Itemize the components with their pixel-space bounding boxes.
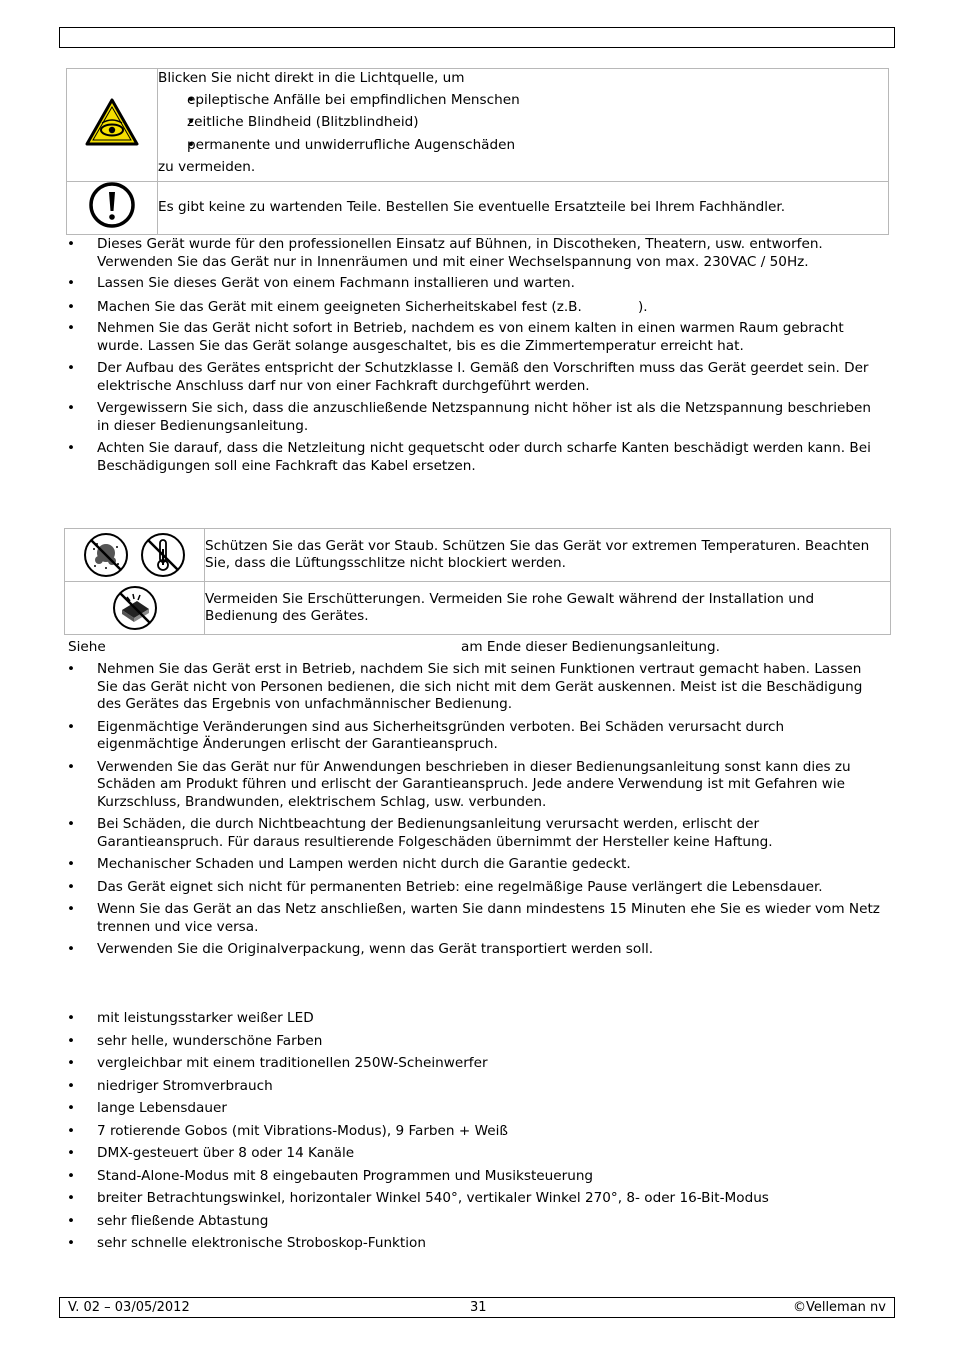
list-item: • Eigenmächtige Veränderungen sind aus Sicherheitsgründen verboten. Bei Schäden verursacht durch eigenmächtige Änderungen erlischt der Garantieanspruch. (67, 719, 885, 754)
warning-text-cell (158, 69, 889, 182)
list-item: • Nehmen Sie das Gerät nicht sofort in Betrieb, nachdem es von einem kalten in einen warmen Raum gebracht wurde. Lassen Sie das Gerät solange ausgeschaltet, bis es die Zimmertemperatur erreicht hat. (67, 320, 885, 355)
list-item: • sehr schnelle elektronische Stroboskop-Funktion (67, 1235, 885, 1253)
list-item: • Machen Sie das Gerät mit einem geeigneten Sicherheitskabel fest (z.B. ). (67, 299, 885, 317)
warning-row-service (67, 182, 889, 235)
list-item: • 7 rotierende Gobos (mit Vibrations-Modus), 9 Farben + Weiß (67, 1123, 885, 1141)
list-item: • DMX-gesteuert über 8 oder 14 Kanäle (67, 1145, 885, 1163)
no-temperature-icon (139, 531, 187, 579)
list-item: • permanente und unwiderrufliche Augenschäden (158, 137, 888, 155)
exclamation-circle-icon (87, 182, 137, 228)
list-item: • breiter Betrachtungswinkel, horizontaler Winkel 540°, vertikaler Winkel 270°, 8- oder 16-Bit-Modus (67, 1190, 885, 1208)
warning-row-shock (65, 582, 891, 635)
list-item: • Nehmen Sie das Gerät erst in Betrieb, nachdem Sie sich mit seinen Funktionen vertraut gemacht haben. Lassen Sie das Gerät nicht von Personen bedienen, die sich nicht mit dem Gerät auskennen. Meist ist die Beschädigung des Gerätes das Ergebnis von unfachmännischer Bedienung. (67, 661, 885, 714)
list-item: • Verwenden Sie das Gerät nur für Anwendungen beschrieben in dieser Bedienungsanleitung sonst kann dies zu Schäden am Produkt führen und erlischt der Garantieanspruch. Jede andere Verwendung ist mit Gefahren wie Kurzschluss, Brandwunden, elektrischem Schlag, usw. verbunden. (67, 759, 885, 812)
features-list (67, 1010, 885, 1253)
list-item: • epileptische Anfälle bei empfindlichen Menschen (158, 92, 888, 110)
footer-version: V. 02 – 03/05/2012 (68, 1300, 190, 1315)
page-header-box (59, 27, 895, 48)
warning-outro: zu vermeiden. (158, 159, 256, 175)
warning-text-cell: Vermeiden Sie Erschütterungen. Vermeiden Sie rohe Gewalt während der Installation und Bedienung des Gerätes. (205, 582, 891, 635)
list-item: • sehr helle, wunderschöne Farben (67, 1033, 885, 1051)
list-item: • Bei Schäden, die durch Nichtbeachtung der Bedienungsanleitung verursacht werden, erlischt der Garantieanspruch. Für daraus resultierende Folgeschäden übernimmt der Hersteller keine Haftung. (67, 816, 885, 851)
list-item: • Wenn Sie das Gerät an das Netz anschließen, warten Sie dann mindestens 15 Minuten ehe Sie es wieder vom Netz trennen und vice versa. (67, 901, 885, 936)
list-item: • Achten Sie darauf, dass die Netzleitung nicht gequetscht oder durch scharfe Kanten beschädigt werden kann. Bei Beschädigungen soll eine Fachkraft das Kabel ersetzen. (67, 440, 885, 475)
warning-row-dust-temperature (65, 529, 891, 582)
guideline-list (67, 661, 885, 959)
list-item: • Mechanischer Schaden und Lampen werden nicht durch die Garantie gedeckt. (67, 856, 885, 874)
siehe-suffix: am Ende dieser Bedienungsanleitung. (461, 639, 720, 655)
warning-icon-cell (67, 69, 158, 182)
no-dust-icon (82, 531, 130, 579)
list-item: • lange Lebensdauer (67, 1100, 885, 1118)
list-item: • vergleichbar mit einem traditionellen 250W-Scheinwerfer (67, 1055, 885, 1073)
list-item: • sehr fließende Abtastung (67, 1213, 885, 1231)
list-item: • mit leistungsstarker weißer LED (67, 1010, 885, 1028)
list-item: • niedriger Stromverbrauch (67, 1078, 885, 1096)
footer-company: ©Velleman nv (792, 1300, 886, 1315)
warning-list (158, 88, 888, 155)
list-item: • Das Gerät eignet sich nicht für permanenten Betrieb: eine regelmäßige Pause verlängert die Lebensdauer. (67, 879, 885, 897)
eye-warning-triangle-icon (84, 97, 140, 147)
warning-table-2 (64, 528, 891, 635)
siehe-prefix: Siehe (68, 639, 106, 655)
page-footer (59, 1297, 895, 1318)
list-item: • Stand-Alone-Modus mit 8 eingebauten Programmen und Musiksteuerung (67, 1168, 885, 1186)
list-item: • Vergewissern Sie sich, dass die anzuschließende Netzspannung nicht höher ist als die Netzspannung beschrieben in dieser Bedienungsanleitung. (67, 400, 885, 435)
warning-intro: Blicken Sie nicht direkt in die Lichtquelle, um (158, 70, 465, 86)
list-item: • Dieses Gerät wurde für den professionellen Einsatz auf Bühnen, in Discotheken, Theatern, usw. entworfen. Verwenden Sie das Gerät nur in Innenräumen und mit einer Wechselspannung von max. 230VAC / 50Hz. (67, 236, 885, 271)
safety-list (67, 236, 885, 475)
list-item: • Der Aufbau des Gerätes entspricht der Schutzklasse I. Gemäß den Vorschriften muss das Gerät geerdet sein. Der elektrische Anschluss darf nur von einer Fachkraft durchgeführt werden. (67, 360, 885, 395)
warning-text-cell: Schützen Sie das Gerät vor Staub. Schützen Sie das Gerät vor extremen Temperaturen. Beachten Sie, dass die Lüftungsschlitze nicht blockiert werden. (205, 529, 891, 582)
list-item: • Verwenden Sie die Originalverpackung, wenn das Gerät transportiert werden soll. (67, 941, 885, 959)
warning-icon-cell (65, 582, 205, 635)
warning-table-1 (66, 68, 889, 235)
no-shock-icon (111, 584, 159, 632)
list-item: • zeitliche Blindheid (Blitzblindheid) (158, 114, 888, 132)
list-item: • Lassen Sie dieses Gerät von einem Fachmann installieren und warten. (67, 275, 885, 293)
footer-page-number: 31 (470, 1300, 487, 1315)
warning-row-eye (67, 69, 889, 182)
warning-icon-cell (67, 182, 158, 235)
warning-text-cell: Es gibt keine zu wartenden Teile. Bestellen Sie eventuelle Ersatzteile bei Ihrem Fachhändler. (158, 182, 889, 235)
warning-icon-cell (65, 529, 205, 582)
